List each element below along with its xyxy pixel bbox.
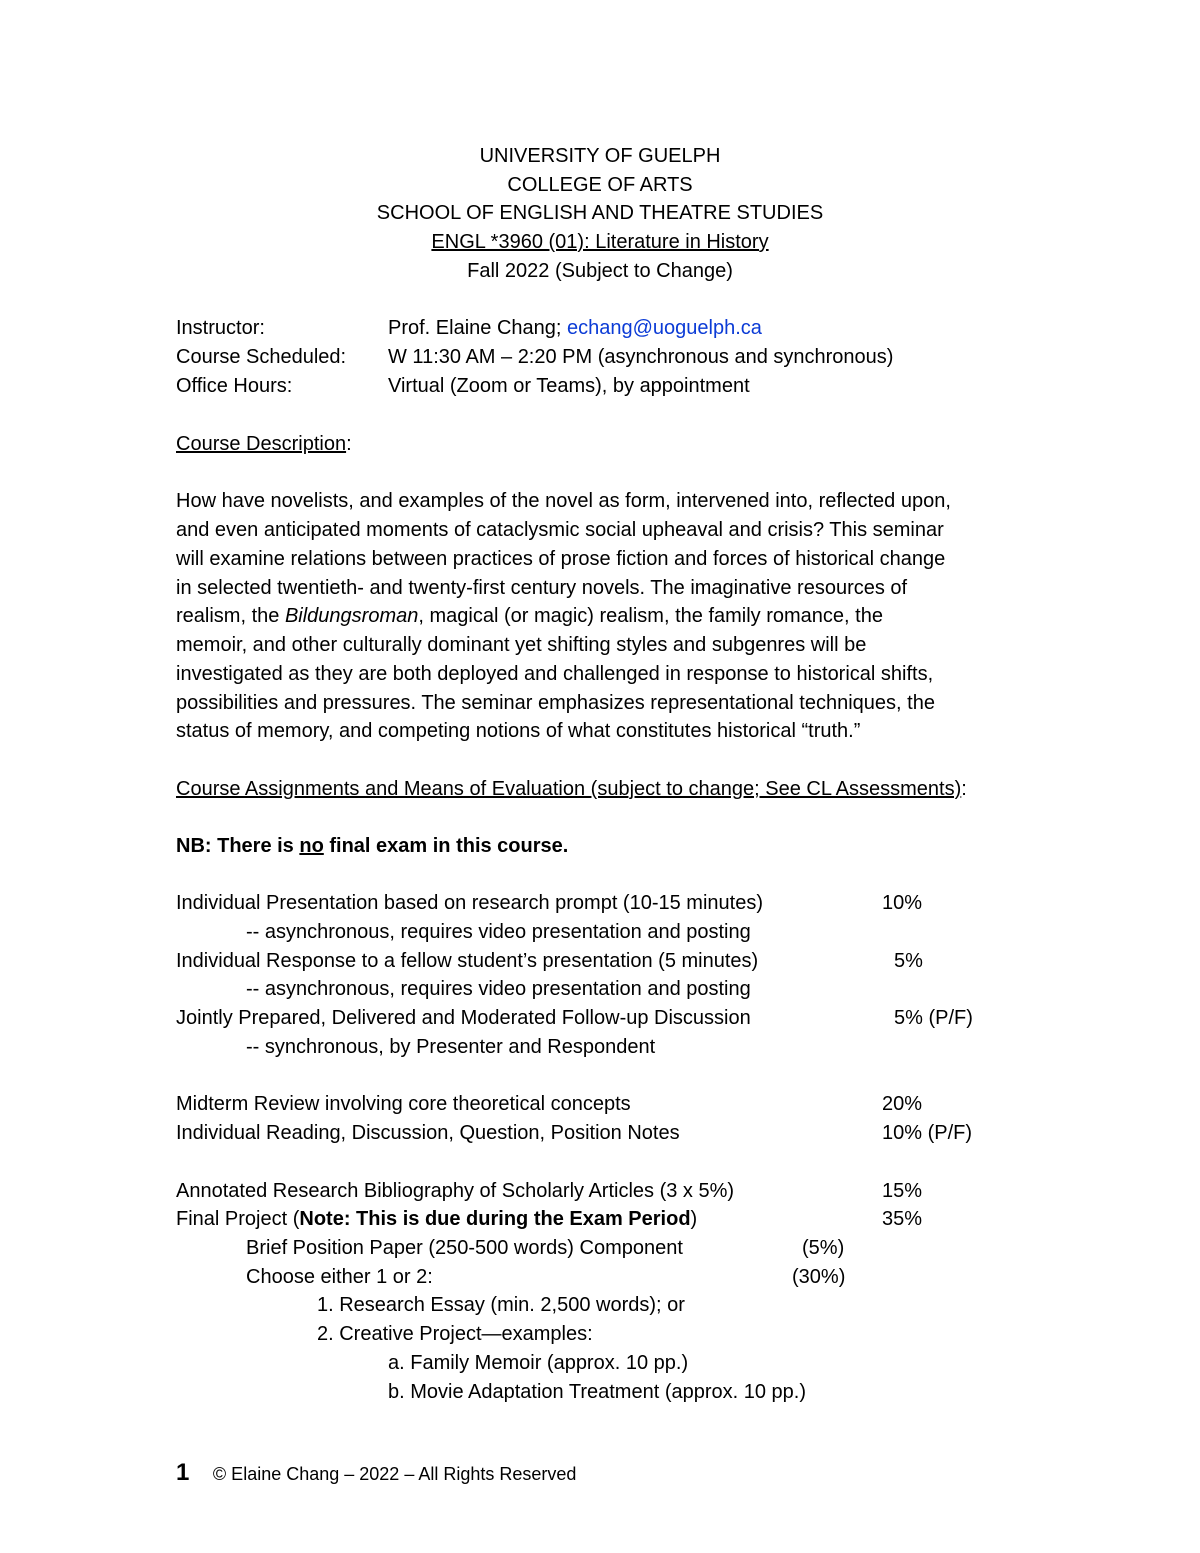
final-project-label [176,1205,697,1233]
assignment-label: Annotated Research Bibliography of Scholarly Articles (3 x 5%) [176,1180,735,1202]
assignment-row [0,1004,1200,1032]
position-paper-weight: (5%) [802,1237,845,1259]
assignments-heading [176,775,967,803]
schedule-row [0,343,1200,371]
option-research-essay: 1. Research Essay (min. 2,500 words); or [317,1294,685,1316]
position-paper-label: Brief Position Paper (250-500 words) Component [246,1237,683,1259]
assignment-weight: 15% [882,1180,923,1202]
final-project-note: Note: This is due during the Exam Period [299,1208,691,1230]
description-line5-after: , magical (or magic) realism, the family romance, the [418,605,883,627]
choose-row [0,1263,1200,1291]
assignment-weight: 10% (P/F) [882,1122,973,1144]
instructor-label: Instructor: [176,317,265,339]
office-hours-value: Virtual (Zoom or Teams), by appointment [388,375,750,397]
assignment-label: Individual Response to a fellow student’s presentation (5 minutes) [176,950,759,972]
choose-weight: (30%) [792,1266,846,1288]
course-title-text: ENGL *3960 (01): Literature in History [431,231,769,253]
instructor-row [0,314,1200,342]
assignment-row [0,1090,1200,1118]
school-name: SCHOOL OF ENGLISH AND THEATRE STUDIES [376,202,824,224]
option-family-memoir: a. Family Memoir (approx. 10 pp.) [388,1352,689,1374]
assignment-weight: 20% [882,1093,923,1115]
assignment-subnote: -- asynchronous, requires video presentation and posting [246,921,751,943]
description-line5-before: realism, the [176,605,285,627]
assignment-row [0,947,1200,975]
final-project-row [0,1205,1200,1233]
option-movie-adaptation: b. Movie Adaptation Treatment (approx. 10 pp.) [388,1381,807,1403]
nb-after: final exam in this course. [323,835,569,857]
term: Fall 2022 (Subject to Change) [467,260,733,282]
description-line: How have novelists, and examples of the novel as form, intervened into, reflected upon, [176,490,951,512]
choose-label: Choose either 1 or 2: [246,1266,433,1288]
description-line: status of memory, and competing notions of what constitutes historical “truth.” [176,720,861,742]
description-line [176,602,883,630]
description-heading-text: Course Description [176,433,347,455]
university-name: UNIVERSITY OF GUELPH [479,145,721,167]
college-name: COLLEGE OF ARTS [507,174,693,196]
nb-before: NB: There is [176,835,300,857]
assignment-label: Individual Presentation based on research prompt (10-15 minutes) [176,892,763,914]
option-creative-project: 2. Creative Project—examples: [317,1323,593,1345]
instructor-email-link[interactable]: echang@uoguelph.ca [567,317,762,339]
assignment-weight: 10% [882,892,923,914]
assignment-label: Individual Reading, Discussion, Question, Position Notes [176,1122,680,1144]
no-final-exam-note [176,832,568,860]
assignment-label: Midterm Review involving core theoretical concepts [176,1093,631,1115]
page-number: 1 [176,1459,190,1486]
assignment-weight: 5% (P/F) [894,1007,973,1029]
description-line: memoir, and other culturally dominant yet shifting styles and subgenres will be [176,634,867,656]
description-line: in selected twentieth- and twenty-first century novels. The imaginative resources of [176,577,908,599]
assignment-row [0,1177,1200,1205]
office-hours-label: Office Hours: [176,375,293,397]
page-footer [176,1459,576,1487]
description-line: will examine relations between practices of prose fiction and forces of historical change [176,548,946,570]
assignment-label: Jointly Prepared, Delivered and Moderated Follow-up Discussion [176,1007,751,1029]
instructor-value [388,314,762,342]
final-project-after: ) [690,1208,698,1230]
copyright-notice: © Elaine Chang – 2022 – All Rights Reserved [212,1464,577,1484]
description-line: possibilities and pressures. The seminar emphasizes representational techniques, the [176,692,935,714]
position-paper-row [0,1234,1200,1262]
assignments-heading-colon: : [961,778,967,800]
nb-no: no [299,835,324,857]
final-project-weight: 35% [882,1208,923,1230]
description-line: and even anticipated moments of cataclysmic social upheaval and crisis? This seminar [176,519,944,541]
assignment-row [0,889,1200,917]
schedule-label: Course Scheduled: [176,346,347,368]
assignment-row [0,1119,1200,1147]
final-project-before: Final Project ( [176,1208,300,1230]
course-title [0,228,1200,256]
assignment-weight: 5% [894,950,923,972]
schedule-value: W 11:30 AM – 2:20 PM (asynchronous and synchronous) [388,346,894,368]
assignment-subnote: -- synchronous, by Presenter and Respondent [246,1036,656,1058]
description-heading [176,430,352,458]
assignment-subnote: -- asynchronous, requires video presentation and posting [246,978,751,1000]
description-line: investigated as they are both deployed and challenged in response to historical shifts, [176,663,934,685]
description-heading-colon: : [346,433,352,455]
assignments-heading-text: Course Assignments and Means of Evaluation (subject to change; See CL Assessments) [176,778,962,800]
bildungsroman-term: Bildungsroman [284,605,419,627]
office-hours-row [0,372,1200,400]
instructor-name: Prof. Elaine Chang; [388,317,567,339]
